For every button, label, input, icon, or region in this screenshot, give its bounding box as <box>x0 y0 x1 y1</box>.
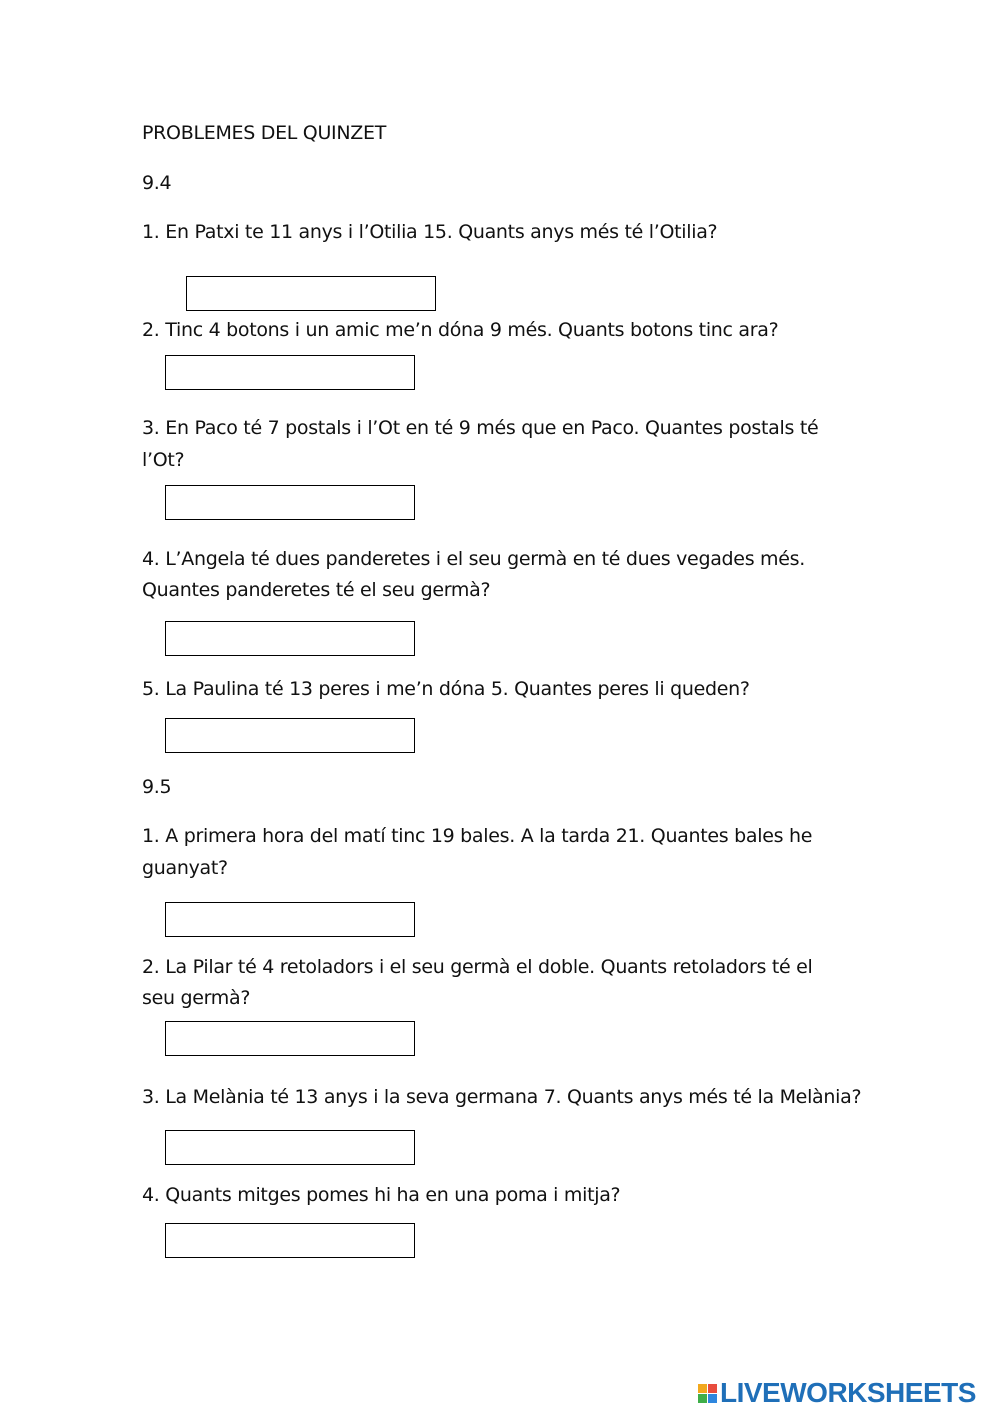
logo-square-1 <box>698 1384 707 1393</box>
problem-9-4-4-text: 4. L’Angela té dues panderetes i el seu germà en té dues vegades més. <box>142 548 805 570</box>
problem-9-4-5-text: 5. La Paulina té 13 peres i me’n dóna 5. Quantes peres li queden? <box>142 678 750 700</box>
logo-text: LIVEWORKSHEETS <box>720 1377 976 1408</box>
section-heading-9-4: 9.4 <box>142 172 172 194</box>
logo-square-2 <box>708 1384 717 1393</box>
page-title: PROBLEMES DEL QUINZET <box>142 122 387 144</box>
problem-9-4-1-text: 1. En Patxi te 11 anys i l’Otilia 15. Quants anys més té l’Otilia? <box>142 221 718 243</box>
liveworksheets-logo <box>698 1376 976 1410</box>
section-heading-9-5: 9.5 <box>142 776 172 798</box>
answer-input-9-4-5[interactable] <box>165 718 415 753</box>
problem-9-4-4-text-cont: Quantes panderetes té el seu germà? <box>142 579 491 601</box>
problem-9-5-2-text: 2. La Pilar té 4 retoladors i el seu germà el doble. Quants retoladors té el <box>142 956 813 978</box>
logo-square-4 <box>708 1394 717 1403</box>
problem-9-4-3-text-cont: l’Ot? <box>142 449 185 471</box>
answer-input-9-4-3[interactable] <box>165 485 415 520</box>
answer-input-9-5-4[interactable] <box>165 1223 415 1258</box>
answer-input-9-4-1[interactable] <box>186 276 436 311</box>
problem-9-5-1-text-cont: guanyat? <box>142 857 228 879</box>
problem-9-5-4-text: 4. Quants mitges pomes hi ha en una poma i mitja? <box>142 1184 621 1206</box>
problem-9-4-3-text: 3. En Paco té 7 postals i l’Ot en té 9 més que en Paco. Quantes postals té <box>142 417 819 439</box>
liveworksheets-logo-icon <box>698 1384 717 1403</box>
answer-input-9-5-2[interactable] <box>165 1021 415 1056</box>
answer-input-9-4-2[interactable] <box>165 355 415 390</box>
problem-9-5-2-text-cont: seu germà? <box>142 987 251 1009</box>
problem-9-5-3-text: 3. La Melània té 13 anys i la seva germana 7. Quants anys més té la Melània? <box>142 1086 862 1108</box>
problem-9-4-2-text: 2. Tinc 4 botons i un amic me’n dóna 9 més. Quants botons tinc ara? <box>142 319 779 341</box>
answer-input-9-4-4[interactable] <box>165 621 415 656</box>
answer-input-9-5-3[interactable] <box>165 1130 415 1165</box>
problem-9-5-1-text: 1. A primera hora del matí tinc 19 bales. A la tarda 21. Quantes bales he <box>142 825 813 847</box>
answer-input-9-5-1[interactable] <box>165 902 415 937</box>
logo-square-3 <box>698 1394 707 1403</box>
